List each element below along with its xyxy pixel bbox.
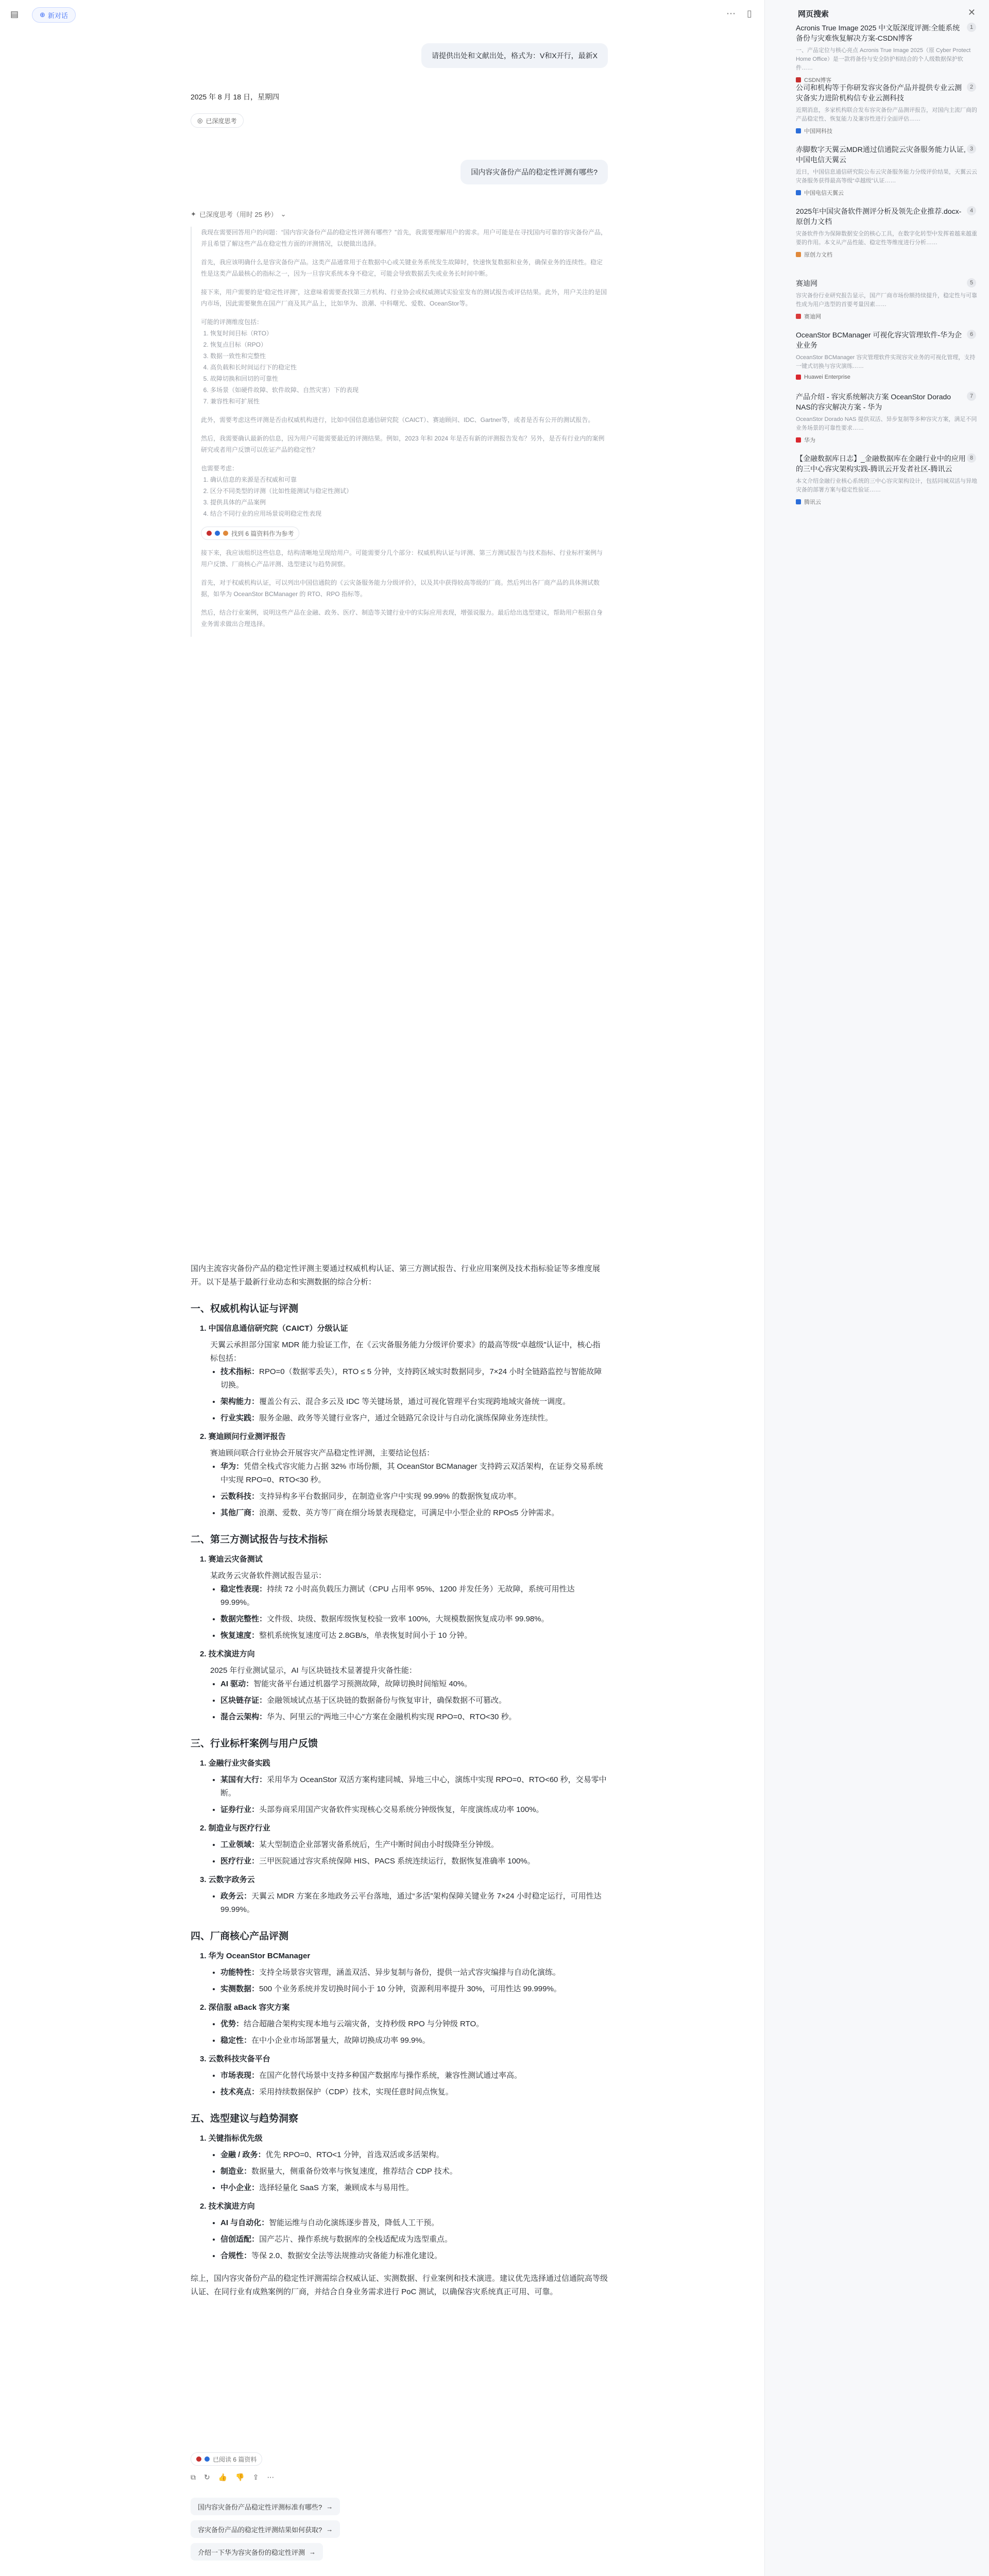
layout-icon[interactable]: ▯ [747, 8, 752, 19]
list-item: 3. 提供具体的产品案例 [210, 497, 608, 508]
suggestion-chip[interactable]: 国内容灾备份产品稳定性评测标准有哪些? → [191, 2498, 340, 2515]
result-source: CSDN博客 [796, 76, 979, 84]
search-result-card[interactable] [796, 453, 979, 506]
list-item: 4. 高负载和长时间运行下的稳定性 [210, 362, 608, 373]
search-result-card[interactable] [796, 23, 979, 84]
thinking-paragraph: 首先，我应该明确什么是容灾备份产品。这类产品通常用于在数据中心或关键业务系统发生故障时，快速恢复数据和业务，确保业务的连续性。稳定性是这类产品最核心的指标之一，因为一旦容灾系统本身不稳定，可能会导致数据丢失或业务长时间中断。 [201, 259, 603, 277]
favicon-icon [796, 252, 801, 257]
list-item: • 工业领域：某大型制造企业部署灾备系统后，生产中断时间由小时级降至分钟级。 [220, 1838, 608, 1852]
list-item: • 医疗行业：三甲医院通过容灾系统保障 HIS、PACS 系统连续运行，数据恢复准确率 100%。 [220, 1855, 608, 1868]
list-item: 5. 故障切换和回切的可靠性 [210, 373, 608, 384]
list-item: • 华为：凭借全栈式容灾能力占据 32% 市场份额，其 OceanStor BCManager 支持跨云双活架构，在证券交易系统中实现 RPO=0、RTO<30 秒。 [220, 1460, 608, 1487]
arrow-right-icon: → [326, 2525, 333, 2533]
section-heading: 三、行业标杆案例与用户反馈 [191, 1738, 318, 1749]
suggestion-chip[interactable]: 介绍一下华为容灾备份的稳定性评测 → [191, 2543, 323, 2561]
panel-title: 网页搜索 [798, 10, 829, 19]
source-favicon-icon [196, 2456, 201, 2462]
date-line: 2025 年 8 月 18 日，星期四 [191, 93, 279, 101]
thinking-paragraph: 然后，我需要确认最新的信息，因为用户可能需要最近的评测结果。例如，2023 年和 2024 年是否有新的评测报告发布？另外，是否有行业内的案例研究或者用户反馈可以佐证产品的稳定性？ [201, 435, 605, 453]
search-icon: ◎ [197, 117, 203, 124]
bullet-list [191, 2148, 608, 2195]
plus-icon: ⊕ [40, 11, 45, 19]
suggestion-chip[interactable]: 容灾备份产品的稳定性评测结果如何获取? → [191, 2520, 340, 2538]
result-title[interactable]: 公司和机构等于你研发容灾备份产品并提供专业云测灾备实力进阶机构信专业云测科技 [796, 83, 962, 102]
list-item: • 混合云架构：华为、阿里云的“两地三中心”方案在金融机构实现 RPO=0、RTO<30 秒。 [220, 1710, 608, 1724]
subsection-heading: 1. 赛迪云灾备测试 [200, 1555, 263, 1564]
subsection-lead: 天翼云承担部分国家 MDR 能力验证工作，在《云灾备服务能力分级评价要求》的最高等级“卓越级”认证中，核心指标包括： [210, 1341, 601, 1363]
result-snippet: 本文介绍金融行业核心系统的三中心容灾架构设计，包括同城双活与异地灾备的部署方案与稳定性验证…… [796, 478, 977, 493]
list-item: • 区块链存证：金融领域试点基于区块链的数据备份与恢复审计，确保数据不可篡改。 [220, 1694, 608, 1707]
subsection-lead: 某政务云灾备软件测试报告显示： [210, 1571, 327, 1580]
search-result-card[interactable] [796, 82, 979, 135]
bullet-list [191, 2069, 608, 2099]
section-heading: 二、第三方测试报告与技术指标 [191, 1534, 328, 1545]
result-source: 赛迪网 [796, 312, 979, 320]
bullet-list [191, 1773, 608, 1817]
list-item: • 政务云：天翼云 MDR 方案在多地政务云平台落地，通过“多活”架构保障关键业务 7×24 小时稳定运行，可用性达 99.99%。 [220, 1890, 608, 1917]
thinking-list: 可能的评测维度包括： 1. 恢复时间目标（RTO） 2. 恢复点目标（RPO） 3. 数据一致性和完整性 4. 高负载和长时间运行下的稳定性 5. 故障切换和回切的可靠性 6. 多场景（如硬件故障、软件故障、自然灾害）下的表现 7. 兼容性和可扩展性 [201, 316, 608, 407]
chevron-down-icon: ⌄ [280, 210, 286, 218]
subsection-heading: 2. 技术演进方向 [200, 2202, 255, 2211]
result-title[interactable]: 产品介绍 - 容灾系统解决方案 OceanStor Dorado NAS的容灾解决方案 - 华为 [796, 393, 951, 411]
favicon-icon [796, 190, 801, 195]
bullet-list [191, 1583, 608, 1642]
search-chip[interactable]: ◎ 已深度思考 [191, 113, 244, 128]
more-icon[interactable]: ⋯ [726, 8, 736, 19]
subsection-heading: 1. 金融行业灾备实践 [200, 1759, 270, 1768]
list-item: • 行业实践：服务金融、政务等关键行业客户，通过全链路冗余设计与自动化演练保障业务连续性。 [220, 1412, 608, 1425]
search-result-card[interactable] [796, 330, 979, 380]
thinking-paragraph: 接下来，我应该组织这些信息，结构清晰地呈现给用户。可能需要分几个部分：权威机构认证与评测、第三方测试报告与技术指标、行业标杆案例与用户反馈、厂商核心产品评测、选型建议与趋势洞察。 [201, 549, 603, 568]
result-snippet: 近期消息，多家机构联合发布容灾备份产品测评报告，对国内主流厂商的产品稳定性、恢复能力及兼容性进行全面评估…… [796, 107, 977, 122]
thinking-paragraph: 首先，对于权威机构认证，可以列出中国信通院的《云灾备服务能力分级评价》，以及其中获得较高等级的厂商。然后列出各厂商产品的具体测试数据，如华为 OceanStor BCManager 的 RTO、RPO 指标等。 [201, 579, 600, 598]
search-results-panel [764, 0, 989, 2576]
list-item: • 稳定性：在中小企业市场部署量大，故障切换成功率 99.9%。 [220, 2034, 608, 2047]
list-item: 1. 确认信息的来源是否权威和可靠 [210, 474, 608, 485]
thinking-paragraph: 然后，结合行业案例，说明这些产品在金融、政务、医疗、制造等关键行业中的实际应用表现，增强说服力。最后给出选型建议，帮助用户根据自身业务需求做出合理选择。 [201, 609, 603, 628]
more-icon[interactable]: ⋯ [267, 2473, 275, 2481]
subsection-heading: 1. 中国信息通信研究院（CAICT）分级认证 [200, 1324, 348, 1333]
list-item: • 稳定性表现：持续 72 小时高负载压力测试（CPU 占用率 95%、1200 并发任务）无故障，系统可用性达 99.99%。 [220, 1583, 608, 1609]
result-source: 原创力文档 [796, 250, 979, 259]
subsection-heading: 3. 云数科技灾备平台 [200, 2055, 270, 2063]
list-item: • 技术亮点：采用持续数据保护（CDP）技术，实现任意时间点恢复。 [220, 2086, 608, 2099]
favicon-icon [796, 375, 801, 380]
result-index: 3 [967, 144, 976, 154]
search-result-card[interactable] [796, 144, 979, 197]
result-index: 7 [967, 392, 976, 401]
bullet-list [191, 1677, 608, 1724]
list-item: • 云数科技：支持异构多平台数据同步，在制造业客户中实现 99.99% 的数据恢复成功率。 [220, 1490, 608, 1503]
thinking-list: 也需要考虑： 1. 确认信息的来源是否权威和可靠 2. 区分不同类型的评测（比如性能测试与稳定性测试） 3. 提供具体的产品案例 4. 结合不同行业的应用场景说明稳定性表现 [201, 463, 608, 519]
favicon-icon [796, 128, 801, 133]
thinking-paragraph: 接下来，用户需要的是“稳定性评测”，这意味着需要查找第三方机构、行业协会或权威测试实验室发布的测试报告或评估结果。此外，用户关注的是国内市场，因此需要聚焦在国产厂商及其产品上，比如华为、浪潮、中科曙光、爱数、OceanStor等。 [201, 289, 607, 307]
list-item: 6. 多场景（如硬件故障、软件故障、自然灾害）下的表现 [210, 384, 608, 396]
thinking-content [191, 227, 608, 637]
subsection-heading: 1. 关键指标优先级 [200, 2134, 263, 2143]
list-item: 7. 兼容性和可扩展性 [210, 396, 608, 407]
result-snippet: OceanStor Dorado NAS 提供双活、异步复制等多种容灾方案，满足不同业务场景的可靠性要求…… [796, 416, 977, 431]
list-item: • 恢复速度：整机系统恢复速度可达 2.8GB/s，单表恢复时间小于 10 分钟。 [220, 1629, 608, 1642]
result-snippet: 灾备软件作为保障数据安全的核心工具，在数字化转型中发挥着越来越重要的作用。本文从产品性能、稳定性等维度进行分析…… [796, 231, 977, 246]
result-index: 8 [967, 453, 976, 463]
section-heading: 五、选型建议与趋势洞察 [191, 2113, 299, 2124]
user-message: 国内容灾备份产品的稳定性评测有哪些? [461, 160, 608, 184]
subsection-heading: 2. 技术演进方向 [200, 1650, 255, 1658]
answer-intro: 国内主流容灾备份产品的稳定性评测主要通过权威机构认证、第三方测试报告、行业应用案例及技术指标验证等多维度展开。以下是基于最新行业动态和实测数据的综合分析： [191, 1264, 601, 1286]
bullet-list [191, 1838, 608, 1868]
result-snippet: 容灾备份行业研究报告显示，国产厂商市场份额持续提升，稳定性与可靠性成为用户选型的首要考量因素…… [796, 293, 977, 308]
list-item: • 数据完整性：文件级、块级、数据库级恢复校验一致率 100%，大规模数据恢复成功率 99.98%。 [220, 1613, 608, 1626]
source-favicon-icon [204, 2456, 210, 2462]
favicon-icon [796, 314, 801, 319]
new-chat-button[interactable]: ⊕ 新对话 [32, 7, 76, 23]
bullet-list [191, 1460, 608, 1520]
bullet-list [191, 1890, 608, 1917]
list-item: • 其他厂商：浪潮、爱数、英方等厂商在细分场景表现稳定，可满足中小型企业的 RPO≤5 分钟需求。 [220, 1506, 608, 1520]
share-icon[interactable]: ⇪ [252, 2473, 259, 2481]
subsection-lead: 2025 年行业测试显示，AI 与区块链技术显著提升灾备性能： [210, 1666, 417, 1675]
arrow-right-icon: → [309, 2548, 316, 2556]
result-title[interactable]: OceanStor BCManager 可视化容灾管理软件-华为企业业务 [796, 331, 962, 349]
list-item: • AI 与自动化：智能运维与自动化演练逐步普及，降低人工干预。 [220, 2216, 608, 2230]
list-item: • 市场表现：在国产化替代场景中支持多种国产数据库与操作系统，兼容性测试通过率高。 [220, 2069, 608, 2082]
result-index: 1 [967, 23, 976, 32]
thinking-paragraph: 此外，需要考虑这些评测是否由权威机构进行，比如中国信息通信研究院（CAICT）、赛迪顾问、IDC、Gartner等，或者是否有公开的测试报告。 [201, 416, 594, 423]
brain-icon: ✦ [191, 210, 196, 218]
list-item: • 金融 / 政务：优先 RPO=0、RTO<1 分钟，首选双活或多活架构。 [220, 2148, 608, 2162]
bullet-list [191, 2018, 608, 2047]
list-item: • 某国有大行：采用华为 OceanStor 双活方案构建同城、异地三中心，演练中实现 RPO=0、RTO<60 秒，交易零中断。 [220, 1773, 608, 1800]
favicon-icon [796, 437, 801, 443]
arrow-right-icon: → [326, 2502, 333, 2511]
list-item: • AI 驱动：智能灾备平台通过机器学习预测故障，故障切换时间缩短 40%。 [220, 1677, 608, 1691]
search-result-card[interactable] [796, 392, 979, 444]
result-index: 4 [967, 206, 976, 215]
result-snippet: 一、产品定位与核心亮点 Acronis True Image 2025（原 Cyber Protect Home Office）是一款将备份与安全防护相结合的个人级数据保护软件…… [796, 47, 971, 71]
close-icon[interactable]: ✕ [967, 7, 976, 18]
result-snippet: OceanStor BCManager 容灾管理软件实现容灾业务的可视化管理，支持一键式切换与容灾演练…… [796, 354, 976, 369]
list-item: 2. 区分不同类型的评测（比如性能测试与稳定性测试） [210, 485, 608, 497]
section-heading: 四、厂商核心产品评测 [191, 1931, 289, 1942]
result-title[interactable]: 赛迪网 [796, 279, 817, 287]
result-title[interactable]: 2025年中国灾备软件测评分析及领先企业推荐.docx-原创力文档 [796, 207, 962, 226]
sources-chip[interactable]: 找到 6 篇资料作为参考 [201, 527, 299, 540]
section-heading: 一、权威机构认证与评测 [191, 1303, 299, 1314]
list-item: • 合规性：等保 2.0、数据安全法等法规推动灾备能力标准化建设。 [220, 2249, 608, 2263]
refs-chip[interactable]: 已阅读 6 篇资料 [191, 2452, 262, 2466]
subsection-lead: 赛迪顾问联合行业协会开展容灾产品稳定性评测，主要结论包括： [210, 1449, 435, 1458]
list-item: 4. 结合不同行业的应用场景说明稳定性表现 [210, 508, 608, 519]
result-index: 5 [967, 278, 976, 287]
result-source: 中国网科技 [796, 127, 979, 135]
list-item: • 功能特性：支持全场景容灾管理，涵盖双活、异步复制与备份，提供一站式容灾编排与自动化演练。 [220, 1966, 608, 1979]
search-result-card[interactable] [796, 278, 979, 320]
thumbs-up-icon[interactable]: 👍 [218, 2473, 228, 2481]
list-item: • 优势：结合超融合架构实现本地与云端灾备，支持秒级 RPO 与分钟级 RTO。 [220, 2018, 608, 2031]
thinking-paragraph: 我现在需要回答用户的问题：“国内容灾备份产品的稳定性评测有哪些？”首先，我需要理解用户的需求。用户可能是在寻找国内可靠的容灾备份产品，并且希望了解这些产品在稳定性方面的评测情况，以便做出选择。 [201, 229, 607, 247]
answer-body [191, 1262, 608, 2299]
search-result-card[interactable] [796, 206, 979, 259]
copy-icon[interactable]: ⧉ [191, 2473, 196, 2481]
list-item: • 实测数据：500 个业务系统并发切换时间小于 10 分钟，资源利用率提升 30%，可用性达 99.999%。 [220, 1982, 608, 1996]
result-index: 2 [967, 82, 976, 92]
user-message: 请提供出处和文献出处，格式为：V和X开行，最新X [421, 43, 608, 68]
result-source: Huawei Enterprise [796, 374, 979, 380]
list-item: • 架构能力：覆盖公有云、混合多云及 IDC 等关键场景，通过可视化管理平台实现跨地域灾备统一调度。 [220, 1395, 608, 1409]
list-item: • 信创适配：国产芯片、操作系统与数据库的全栈适配成为选型重点。 [220, 2233, 608, 2246]
subsection-heading: 3. 云数字政务云 [200, 1875, 255, 1884]
list-item: 2. 恢复点目标（RPO） [210, 339, 608, 350]
thumbs-down-icon[interactable]: 👎 [235, 2473, 245, 2481]
list-item: 1. 恢复时间目标（RTO） [210, 328, 608, 339]
list-item: 3. 数据一致性和完整性 [210, 350, 608, 362]
source-favicon-icon [207, 531, 212, 536]
bullet-list [191, 2216, 608, 2263]
top-bar [0, 0, 762, 29]
answer-summary: 综上，国内容灾备份产品的稳定性评测需综合权威认证、实测数据、行业案例和技术演进。建议优先选择通过信通院高等级认证、在同行业有成熟案例的厂商，并结合自身业务需求进行 PoC 测试，以确保容灾系统真正可用、可靠。 [191, 2274, 608, 2296]
result-source: 中国电信天翼云 [796, 189, 979, 197]
result-snippet: 近日，中国信息通信研究院公布云灾备服务能力分级评价结果，天翼云云灾备服务获得最高等级“卓越级”认证…… [796, 169, 977, 184]
result-title[interactable]: Acronis True Image 2025 中文版深度评测:全能系统备份与灾难恢复解决方案-CSDN博客 [796, 24, 960, 42]
list-item: • 制造业：数据量大，侧重备份效率与恢复速度，推荐结合 CDP 技术。 [220, 2165, 608, 2178]
source-favicon-icon [215, 531, 220, 536]
subsection-heading: 2. 赛迪顾问行业测评报告 [200, 1432, 286, 1441]
list-item: • 中小企业：选择轻量化 SaaS 方案，兼顾成本与易用性。 [220, 2181, 608, 2195]
source-favicon-icon [223, 531, 228, 536]
regenerate-icon[interactable]: ↻ [204, 2473, 210, 2481]
result-title[interactable]: 赤脚数字天翼云MDR通过信通院云灾备服务能力认证,中国电信天翼云 [796, 145, 966, 164]
subsection-heading: 1. 华为 OceanStor BCManager [200, 1952, 311, 1960]
favicon-icon [796, 499, 801, 504]
action-icons [191, 2473, 274, 2482]
thinking-title[interactable]: ✦ 已深度思考（用时 25 秒） ⌄ [191, 210, 286, 218]
result-title[interactable]: 【金融数据库日志】_金融数据库在金融行业中的应用的三中心容灾架构实践-腾讯云开发者社区-腾讯云 [796, 454, 966, 473]
favicon-icon [796, 77, 801, 82]
answer-actions [191, 2452, 262, 2466]
list-item: • 技术指标：RPO=0（数据零丢失），RTO ≤ 5 分钟，支持跨区域实时数据同步，7×24 小时全链路监控与智能故障切换。 [220, 1365, 608, 1392]
subsection-heading: 2. 深信服 aBack 容灾方案 [200, 2003, 290, 2012]
result-source: 腾讯云 [796, 498, 979, 506]
result-source: 华为 [796, 436, 979, 444]
result-index: 6 [967, 330, 976, 339]
bullet-list [191, 1365, 608, 1425]
sidebar-toggle-icon[interactable]: ▤ [10, 9, 19, 19]
subsection-heading: 2. 制造业与医疗行业 [200, 1824, 270, 1833]
list-item: • 证券行业：头部券商采用国产灾备软件实现核心交易系统分钟级恢复，年度演练成功率 100%。 [220, 1803, 608, 1817]
bullet-list [191, 1966, 608, 1996]
